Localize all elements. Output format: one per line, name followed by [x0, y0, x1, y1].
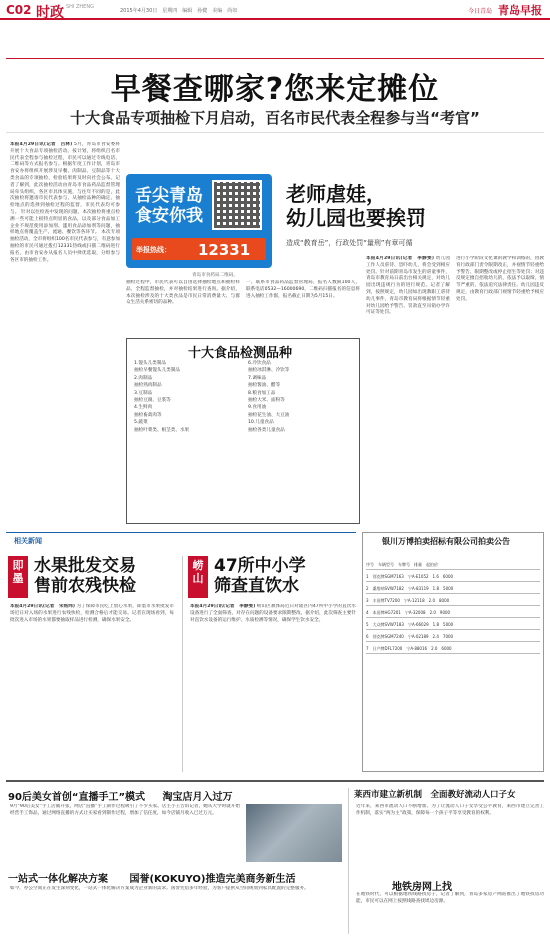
auction-row: 1 别克牌SGM7163 宁A·E1052 1.6 6000: [366, 572, 540, 582]
auction-row: 2 桑塔纳SVW7182 宁A·83119 1.8 5000: [366, 584, 540, 594]
auction-row: 6 别克牌SGM7240 宁A·02189 2.4 7000: [366, 632, 540, 642]
related-label: 相关新闻: [14, 537, 42, 545]
teacher-headline: 老师虐娃， 幼儿园也要挨罚: [286, 182, 426, 230]
auction-row: 7 日产牌DFL7200 宁A·88016 2.0 6000: [366, 644, 540, 654]
qr-code: [212, 180, 262, 230]
hotline-slogan: 舌尖青岛 食安你我: [135, 186, 203, 226]
section-subtitle: SHI ZHENG: [66, 4, 94, 10]
water-article: [190, 604, 356, 774]
auction-row: 4 本田牌HG7201 宁A·32008 2.0 9000: [366, 608, 540, 618]
top-rule: [6, 58, 544, 59]
paper-tagline: 今日青岛: [467, 8, 492, 15]
related-rule: [6, 532, 356, 533]
kokuyo-title-2: 国誉(KOKUYO)推造完美商务新生活: [129, 874, 296, 885]
lead-byline: 本报4月29日讯(记者 吕林): [10, 142, 73, 147]
hotline-number: 12331: [198, 241, 251, 259]
kokuyo-headline: [8, 870, 338, 885]
lead-body-3: 本次专项抽检活动，全市将组织100名市民代表参与，有意参加抽检的市民可通过拨打12331热线或扫描二维码进行报名，由市食安办从报名人员中择优选取，分组参与各区市的抽检工作。: [10, 230, 120, 263]
fruit-headline: 水果批发交易 售前农残快检: [34, 556, 136, 596]
section-title: 时政: [36, 5, 64, 21]
kokuyo-article: 如今，办公空间正在发生深刻变化，一站式一体化解决方案成为企业新的需求。国誉凭借多年经验，为客户提供从空间规划到家具配置的完整服务。: [10, 886, 309, 891]
auction-row: 序号 车辆型号 车牌号 排量 起拍价: [366, 560, 540, 570]
qr-caption: 青岛市食药局二维码。: [192, 273, 238, 278]
lead-article-col2: 抽检过程中，市民代表可以自由选择抽检地点和抽检样品，全程监督抽检，并对抽检结果进行查询。据介绍，本次抽检涉及的十大类食品是市民日常消费量大、与群众生活关系密切的品种。: [126, 280, 240, 306]
issue-meta: 2015年4月30日 星期四 编辑 孙健 美编 尚如: [120, 8, 238, 14]
fruit-byline: 本报4月29日讯(记者 宋铭纬): [10, 604, 76, 609]
teacher-byline: 本报4月29日讯(记者 李静雯): [366, 256, 434, 261]
bottom-divider: [348, 788, 349, 934]
food-list-col1: 1.馒头儿类制品 抽检早餐馒头儿类制品 2.肉制品 抽检熟肉制品 3.豆制品 抽检豆腐、豆浆等 4.生鲜肉 抽检畜禽肉等 5.蔬菜 抽检叶菜类、根茎类、水果: [134, 361, 190, 433]
laixi-article: 近年来，莱西市流动人口不断增加，为了让流动人口子女享受公平教育，莱西市建立完善工作机制，落实“两为主”政策，保障每一个孩子平等享受教育的权利。: [356, 804, 544, 816]
teacher-article-col1: [366, 256, 450, 526]
paper-logo: 青岛早报: [498, 4, 542, 17]
auction-row: 3 丰田牌TV7200 宁A·12118 2.0 8000: [366, 596, 540, 606]
lead-article-col3: 一、联系市食品药品监督管理局，报名人数限100人，联系电话0532—16000690，二维码扫描报名的信息将进入抽检工作群，报名截止日期为5月15日。: [246, 280, 360, 299]
lead-article-col1: [10, 142, 120, 534]
column-divider: [182, 556, 183, 772]
fruit-body: 为了保障市民吃上放心水果，即墨市水果批发市场近日对入场的水果进行农残快检，检测合格后才能交易。记者在现场看到，每批次进入市场的水果都要抽取样品进行检测，确保水果安全。: [10, 604, 174, 623]
livestream-title-1: 90后美女首创“直播手工”模式: [8, 792, 146, 803]
water-byline: 本报4月29日讯(记者 李静雯): [190, 604, 256, 609]
subway-article: 在地铁时代，可以根据地铁线路找房子，记者了解到，青岛多家房产网站推出了地铁找房功能，市民可以在网上按照线路查找周边房源。: [356, 892, 544, 904]
lead-headline: 早餐查哪家?您来定摊位: [110, 72, 440, 107]
hotline-label: 举报热线：: [136, 246, 171, 254]
water-headline: 47所中小学 筛查直饮水: [214, 556, 306, 596]
teacher-kicker: 造成“教育岳”，行政处罚“量刑”有章可循: [286, 239, 413, 247]
lead-subheadline: 十大食品专项抽检下月启动，百名市民代表全程参与当“考官”: [70, 109, 480, 127]
livestream-title-2: 淘宝店月入过万: [162, 792, 233, 803]
region-tag-jimo: 即墨: [8, 556, 28, 598]
livestream-headline: [8, 788, 338, 803]
lead-body-1: 5月，青岛市食安委将开展十大食品专项抽检活动。按计划，将组织百名市民代表全程参与抽检过程，市民可以通过专线电话、二维码等方式报名参与。根据年度工作计划，青岛市食安办将组织开展涉及早餐、肉制品、豆制品等十大类食品的专项抽检，检验结果将及时向社会公布。记者了解到，此次抽检活动由青岛市食品药品监督管理局牵头组织，各区市具体实施，与往年不同的是，此次抽检将邀请市民代表参与，从抽检品种的确定、抽检地点的选择到抽检过程的监督，市民代表均可参与。: [10, 142, 120, 215]
livestream-photo: [246, 804, 342, 862]
bottom-rule: [6, 780, 544, 782]
water-body: 崂山区教体局近日对辖区内47所中小学的直饮水设备进行了全面筛查，对存在问题的设备要求限期整改。据介绍，此次筛查主要针对直饮水设备的运行维护、水质检测等情况，确保学生饮水安全。: [190, 604, 356, 623]
teacher-article-col2: 进行小学阶段文化课的教学和训练的，由教育行政部门责令限期改正，并视情节轻重给予警告、限期整改或停止招生等处罚；对违反规定擅自招收幼儿的，依法予以取缔，情节严重的，依法追究法律责任。幼儿园违反规定，由教育行政部门视情节轻重给予相应处罚。: [456, 256, 544, 302]
food-list-title: 十大食品检测品种: [188, 346, 293, 361]
sub-rule: [6, 132, 544, 133]
subway-headline: 地铁房网上找: [392, 882, 452, 893]
auction-row: 5 大众牌SVW7183 宁A·66029 1.8 5000: [366, 620, 540, 630]
page-number: C02: [6, 3, 32, 17]
food-list-col2: 6.冷饮食品 抽检冰淇淋、冷饮等 7.调味品 抽检酱油、醋等 8.粮食加工品 抽检大米、面粉等 9.食用油 抽检花生油、大豆油 10.儿童食品 抽检各类儿童食品: [248, 361, 290, 433]
teacher-body-1: 幼儿园工作人员虐待、恐吓幼儿，将会受到相应处罚。针对前期青岛市发生的虐童事件，青岛市教育局日前出台相关规定，对幼儿园出现违规行为的进行规范。记者了解到，按照规定，幼儿园如出现教职工虐待幼儿事件，青岛市教育局将根据情节轻重对幼儿园给予警告、罚款直至吊销办学许可证等处罚。: [366, 256, 450, 316]
region-tag-laoshan: 崂山: [188, 556, 208, 598]
laixi-headline: 莱西市建立新机制 全面教好流动人口子女: [354, 790, 516, 800]
kokuyo-title-1: 一站式一体化解决方案: [8, 874, 108, 885]
lead-body-2: 针对以往检查中发现的问题，本次抽检将重点检测一些可能上损特点明显的食品，以及部分食品加工企业不规范使用添加剂、滥用食品添加剂等问题，抽样地点将覆盖生产、流通、餐饮等各环节。: [10, 209, 120, 236]
livestream-article: 9月“90后美女”手工店铺开张，网店“直播”手工制作过程吸引了不少买家。店主小王告诉记者，她从大学时就开始经营手工饰品，通过网络直播的方式让买家看到制作过程，增加了信任度，如今店铺月收入已过万元。: [10, 804, 240, 816]
fruit-article: [10, 604, 174, 774]
auction-title: 银川万博拍卖招标有限公司拍卖公告: [382, 537, 510, 546]
